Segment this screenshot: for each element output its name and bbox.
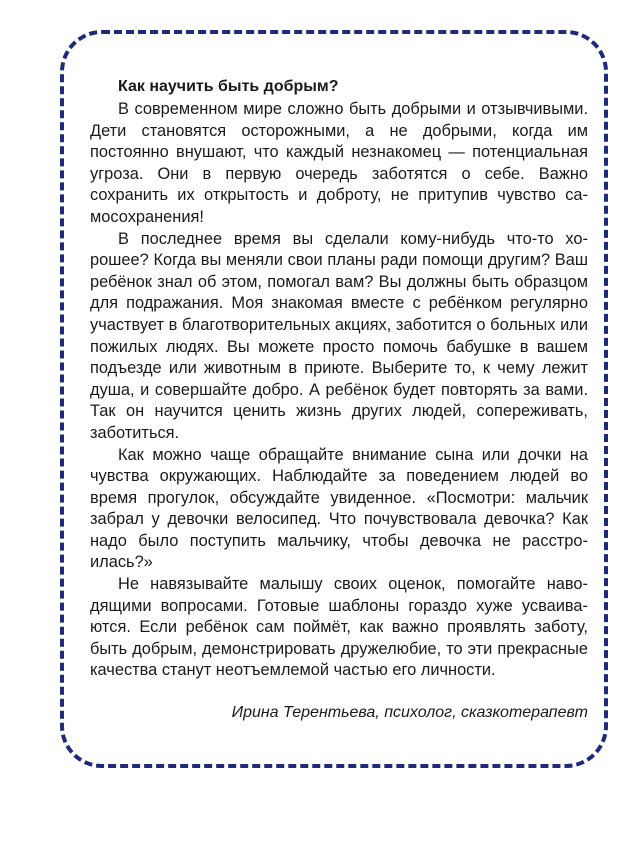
paragraph-2: В последнее время вы сделали кому-нибудь что-то хорошее? Когда вы меняли свои планы ради помощи другим? Ваш ребёнок знал об этом, помогал вам? Вы должны быть образцом для подражания. Моя знакомая вместе с ребёнком регулярно участвует в благотворительных акциях, заботится о больных или пожилых людях. Вы можете просто помочь бабушке в вашем подъезде или животным в приюте. Выберите то, к чему лежит душа, и совершайте добро. А ребёнок будет повторять за вами. Так он научится ценить жизнь других людей, сопереживать, заботиться. [90, 229, 588, 442]
article-title: Как научить быть добрым? [118, 78, 339, 95]
paragraph-4: Не навязывайте малышу своих оценок, помогайте наводящими вопросами. Готовые шаблоны гораздо хуже усваиваются. Если ребёнок сам поймёт, как важно проявлять заботу, быть добрым, демонстрировать дружелюбие, то эти прекрасные качества станут неотъемлемой частью его личности. [90, 575, 588, 680]
author-signature: Ирина Терентьева, психолог, сказкотерапевт [231, 704, 588, 722]
article [90, 76, 588, 723]
paragraph-1: В современном мире сложно быть добрыми и отзывчивыми. Дети становятся осторожными, а не добрыми, когда им постоянно внушают, что каждый незнакомец — потенциальная угроза. Они в первую очередь заботятся о себе. Важно сохранить их открытость и доброту, не притупив чувство самосохранения! [90, 100, 588, 226]
paragraph-3: Как можно чаще обращайте внимание сына или дочки на чувства окружающих. Наблюдайте за поведением людей во время прогулок, обсуждайте увиденное. «Посмотри: мальчик забрал у девочки велосипед. Что почувствовала девочка? Как надо было поступить мальчику, чтобы девочка не расстроилась?» [90, 445, 588, 572]
